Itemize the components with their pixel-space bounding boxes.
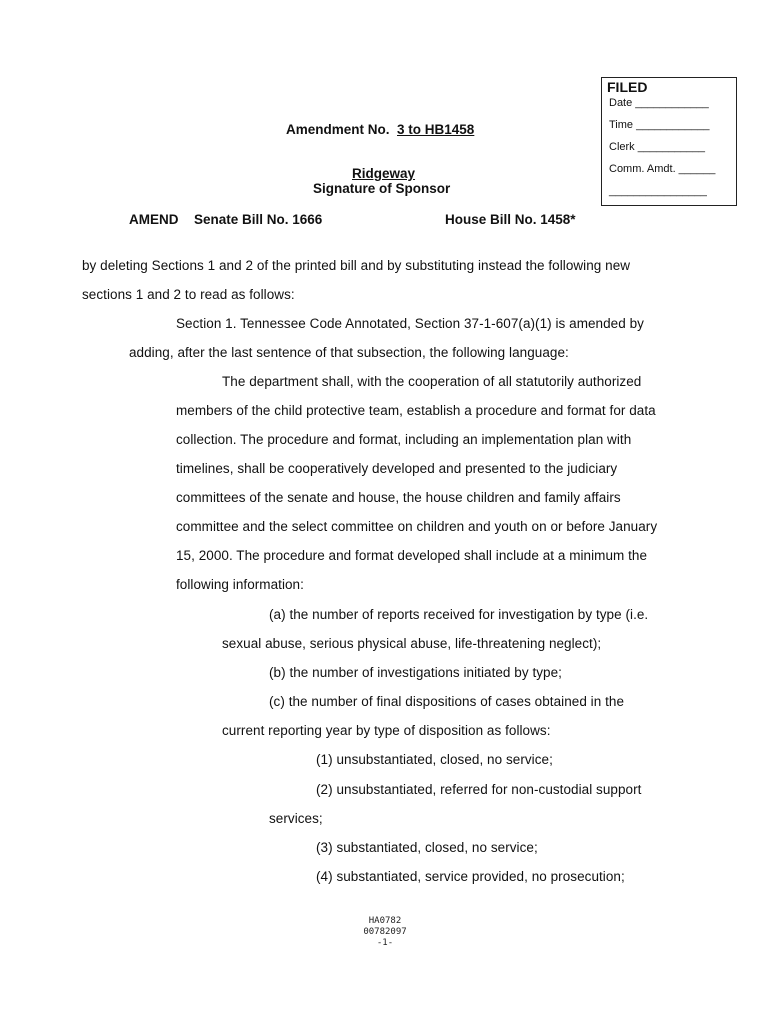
amendment-number: 3 to HB1458 <box>397 122 475 137</box>
body-line: following information: <box>176 577 304 592</box>
house-bill-number: House Bill No. 1458* <box>445 212 576 227</box>
sponsor-label: Signature of Sponsor <box>313 181 451 196</box>
footer-code-1: HA0782 <box>368 916 402 926</box>
body-line: current reporting year by type of disposition as follows: <box>222 723 551 738</box>
list-item-3: (3) substantiated, closed, no service; <box>316 840 538 855</box>
senate-bill-number: Senate Bill No. 1666 <box>194 212 323 227</box>
filed-title: FILED <box>607 79 648 95</box>
body-line: committees of the senate and house, the house children and family affairs <box>176 490 621 505</box>
filed-comm-amdt-field: Comm. Amdt. ______ <box>609 163 716 175</box>
section-1-heading: Section 1. Tennessee Code Annotated, Section 37-1-607(a)(1) is amended by <box>176 316 644 331</box>
filed-blank-line: ________________ <box>609 185 707 197</box>
body-line: by deleting Sections 1 and 2 of the printed bill and by substituting instead the following new <box>82 258 631 273</box>
body-line: members of the child protective team, establish a procedure and format for data <box>176 403 656 418</box>
amendment-prefix: Amendment No. <box>286 122 390 137</box>
filed-date-field: Date ____________ <box>609 97 709 109</box>
sponsor-name: Ridgeway <box>352 166 416 181</box>
list-item-c: (c) the number of final dispositions of cases obtained in the <box>269 694 624 709</box>
filed-clerk-field: Clerk ___________ <box>609 141 706 153</box>
body-line: The department shall, with the cooperation of all statutorily authorized <box>222 374 642 389</box>
body-line: timelines, shall be cooperatively developed and presented to the judiciary <box>176 461 618 476</box>
body-line: sexual abuse, serious physical abuse, life-threatening neglect); <box>222 636 602 651</box>
body-line: 15, 2000. The procedure and format developed shall include at a minimum the <box>176 548 648 563</box>
amend-label: AMEND <box>129 212 179 227</box>
footer-code-2: 00782097 <box>363 927 407 937</box>
body-line: adding, after the last sentence of that subsection, the following language: <box>129 345 569 360</box>
list-item-a: (a) the number of reports received for investigation by type (i.e. <box>269 607 649 622</box>
filed-time-field: Time ____________ <box>609 119 710 131</box>
footer <box>325 916 445 949</box>
list-item-1: (1) unsubstantiated, closed, no service; <box>316 752 553 767</box>
body-line: collection. The procedure and format, including an implementation plan with <box>176 432 632 447</box>
list-item-b: (b) the number of investigations initiated by type; <box>269 665 562 680</box>
body-line: sections 1 and 2 to read as follows: <box>82 287 295 302</box>
list-item-2: (2) unsubstantiated, referred for non-custodial support <box>316 782 642 797</box>
body-line: services; <box>269 811 323 826</box>
amendment-title <box>286 122 474 137</box>
body-line: committee and the select committee on children and youth on or before January <box>176 519 658 534</box>
list-item-4: (4) substantiated, service provided, no prosecution; <box>316 869 625 884</box>
page-number: -1- <box>376 938 394 948</box>
